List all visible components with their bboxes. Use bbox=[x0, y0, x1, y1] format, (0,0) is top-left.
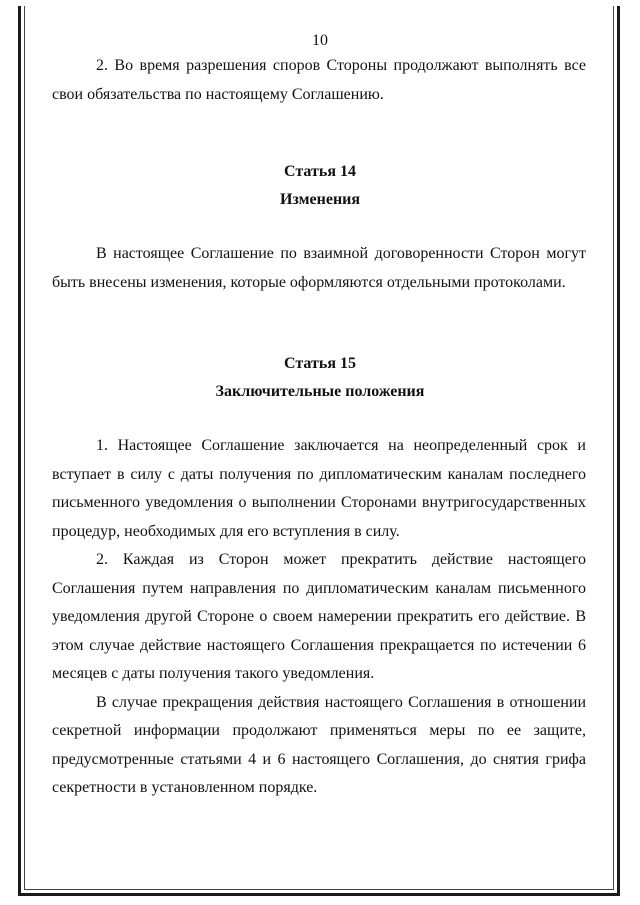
paragraph-entry-into-force: 1. Настоящее Соглашение заключается на неопределенный срок и вступает в силу с даты получения по дипломатическим каналам последнего письменного уведомления о выполнении Сторонами внутригосударственных процедур, необходимых для его вступления в силу. bbox=[52, 437, 586, 540]
paragraph-amendments: В настоящее Соглашение по взаимной договоренности Сторон могут быть внесены изменения, которые оформляются отдельными протоколами. bbox=[52, 245, 586, 291]
article-14-title: Статья 14 bbox=[284, 163, 356, 180]
paragraph-termination: 2. Каждая из Сторон может прекратить действие настоящего Соглашения путем направления по дипломатическим каналам письменного уведомления другой Стороне о своем намерении прекратить его действие. В этом случае действие настоящего Соглашения прекращается по истечении 6 месяцев с даты получения такого уведомления. bbox=[52, 551, 586, 682]
article-15-subtitle: Заключительные положения bbox=[215, 383, 425, 400]
article-14-subtitle: Изменения bbox=[279, 191, 361, 208]
paragraph-secret-information: В случае прекращения действия настоящего Соглашения в отношении секретной информации продолжают применяться меры по ее защите, предусмотренные статьями 4 и 6 настоящего Соглашения, до снятия грифа секретности в установленном порядке. bbox=[52, 693, 586, 796]
article-14-body bbox=[52, 240, 586, 297]
article-15-body bbox=[52, 432, 586, 803]
section-top bbox=[52, 52, 586, 109]
page-number: 10 bbox=[312, 32, 328, 49]
article-15-title: Статья 15 bbox=[284, 355, 356, 372]
paragraph-disputes: 2. Во время разрешения споров Стороны продолжают выполнять все свои обязательства по настоящему Соглашению. bbox=[52, 57, 586, 103]
